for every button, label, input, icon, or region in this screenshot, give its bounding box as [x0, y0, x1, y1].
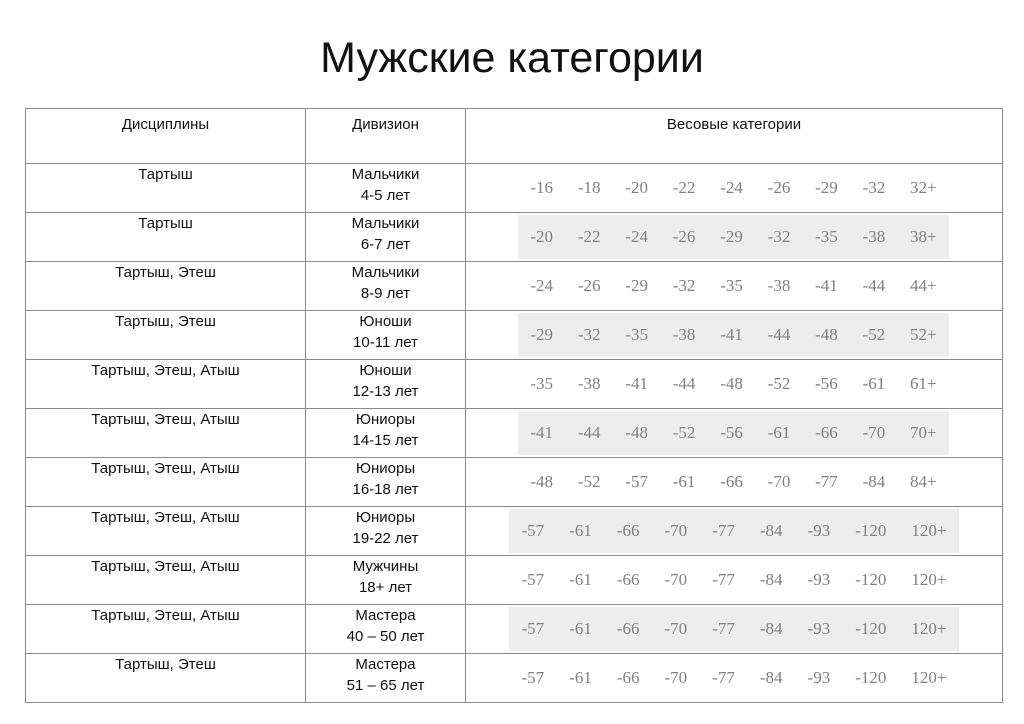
weight-value: -38	[577, 374, 601, 393]
division-age: 19-22 лет	[352, 530, 419, 547]
weight-value: -61	[767, 423, 791, 442]
disciplines-cell: Тартыш, Этеш	[26, 262, 306, 311]
weight-value: -20	[530, 227, 554, 246]
weight-value: -66	[616, 619, 640, 638]
weight-value: 52+	[910, 325, 937, 344]
weight-value: -32	[862, 178, 886, 197]
weights-cell	[466, 409, 1003, 458]
table-row	[26, 409, 1003, 458]
categories-table	[25, 108, 1003, 703]
weight-value: -41	[530, 423, 554, 442]
weight-value: -70	[862, 423, 886, 442]
weight-value: -61	[569, 619, 592, 638]
disciplines-cell: Тартыш, Этеш, Атыш	[26, 556, 306, 605]
weight-value: -66	[616, 668, 640, 687]
weight-value: -16	[530, 178, 554, 197]
table-row	[26, 654, 1003, 703]
weight-value: -38	[862, 227, 886, 246]
weight-value: 120+	[911, 521, 947, 540]
division-age: 4-5 лет	[360, 187, 411, 204]
disciplines-cell: Тартыш, Этеш	[26, 654, 306, 703]
disciplines-cell: Тартыш	[26, 164, 306, 213]
disciplines-cell: Тартыш	[26, 213, 306, 262]
weight-value: -61	[862, 374, 886, 393]
weight-values	[518, 313, 949, 357]
division-cell	[306, 164, 466, 213]
division-cell	[306, 507, 466, 556]
weights-cell	[466, 213, 1003, 262]
weight-value: -84	[759, 619, 783, 638]
weight-value: -38	[767, 276, 791, 295]
weight-value: 32+	[910, 178, 937, 197]
weight-value: -93	[807, 570, 831, 589]
weight-value: -57	[625, 472, 648, 491]
weight-value: -56	[815, 374, 838, 393]
weight-value: -35	[815, 227, 838, 246]
table-row	[26, 556, 1003, 605]
weight-value: -44	[767, 325, 791, 344]
weight-value: 120+	[911, 668, 947, 687]
weight-values	[518, 460, 949, 504]
weights-cell	[466, 556, 1003, 605]
weight-value: -20	[625, 178, 648, 197]
weight-value: -70	[664, 668, 688, 687]
division-cell	[306, 605, 466, 654]
division-name: Мальчики	[351, 166, 420, 183]
disciplines-cell: Тартыш, Этеш, Атыш	[26, 458, 306, 507]
weight-value: -84	[862, 472, 886, 491]
division-age: 51 – 65 лет	[346, 677, 425, 694]
division-name: Мужчины	[352, 558, 419, 575]
weight-value: -29	[530, 325, 554, 344]
weights-cell	[466, 164, 1003, 213]
table-row	[26, 213, 1003, 262]
disciplines-cell: Тартыш, Этеш	[26, 311, 306, 360]
header-division: Дивизион	[306, 109, 466, 164]
weight-value: -120	[855, 521, 887, 540]
weight-value: -66	[616, 570, 640, 589]
weights-cell	[466, 458, 1003, 507]
weight-value: -32	[672, 276, 696, 295]
table-row	[26, 507, 1003, 556]
weight-value: -66	[616, 521, 640, 540]
weight-value: -48	[530, 472, 554, 491]
weight-values	[509, 607, 959, 651]
weight-value: -48	[625, 423, 648, 442]
weight-value: -93	[807, 668, 831, 687]
division-age: 8-9 лет	[360, 285, 411, 302]
weight-value: 84+	[910, 472, 937, 491]
weight-value: -32	[767, 227, 791, 246]
division-name: Юниоры	[355, 411, 416, 428]
weight-values	[518, 166, 949, 210]
division-cell	[306, 409, 466, 458]
division-age: 6-7 лет	[360, 236, 411, 253]
weight-value: -41	[815, 276, 838, 295]
weight-value: 120+	[911, 619, 947, 638]
weight-value: -120	[855, 570, 887, 589]
weights-cell	[466, 262, 1003, 311]
division-age: 10-11 лет	[353, 334, 418, 351]
weight-value: -57	[521, 521, 545, 540]
weight-value: -120	[855, 668, 887, 687]
weight-value: -35	[530, 374, 554, 393]
weight-value: -48	[815, 325, 838, 344]
weight-value: -35	[625, 325, 648, 344]
weight-values	[509, 558, 959, 602]
division-age: 40 ‒ 50 лет	[346, 628, 425, 645]
weight-values	[518, 264, 949, 308]
weight-value: -52	[767, 374, 791, 393]
weight-value: -77	[712, 521, 735, 540]
weight-value: -66	[720, 472, 743, 491]
weight-value: -70	[664, 619, 688, 638]
weight-value: -24	[530, 276, 554, 295]
division-cell	[306, 458, 466, 507]
table-row	[26, 262, 1003, 311]
weight-value: -66	[815, 423, 838, 442]
weight-values	[509, 509, 959, 553]
weight-value: -93	[807, 521, 831, 540]
weight-value: 44+	[910, 276, 937, 295]
page-title: Мужские категории	[320, 34, 704, 82]
division-name: Юниоры	[355, 509, 416, 526]
weight-value: -70	[664, 570, 688, 589]
division-age: 18+ лет	[358, 579, 413, 596]
division-cell	[306, 654, 466, 703]
weights-cell	[466, 605, 1003, 654]
table-row	[26, 605, 1003, 654]
table-row	[26, 360, 1003, 409]
weight-value: -35	[720, 276, 743, 295]
weight-value: -61	[672, 472, 696, 491]
weight-value: -84	[759, 668, 783, 687]
table-row	[26, 311, 1003, 360]
division-name: Мастера	[355, 656, 416, 673]
division-age: 12-13 лет	[352, 383, 419, 400]
weight-value: -84	[759, 521, 783, 540]
weight-value: 70+	[910, 423, 937, 442]
weights-cell	[466, 507, 1003, 556]
weight-value: -52	[577, 472, 601, 491]
weight-value: -44	[862, 276, 886, 295]
division-cell	[306, 360, 466, 409]
weight-value: -38	[672, 325, 696, 344]
weight-value: -18	[577, 178, 601, 197]
weight-value: -24	[625, 227, 648, 246]
weights-cell	[466, 311, 1003, 360]
weight-value: -22	[577, 227, 601, 246]
weight-value: -77	[815, 472, 838, 491]
weight-value: -32	[577, 325, 601, 344]
weight-value: -61	[569, 668, 592, 687]
weight-value: -44	[672, 374, 696, 393]
weight-value: -52	[672, 423, 696, 442]
weight-value: 120+	[911, 570, 947, 589]
division-name: Юниоры	[355, 460, 416, 477]
weight-value: -77	[712, 619, 735, 638]
weight-values	[518, 215, 949, 259]
weight-value: -29	[625, 276, 648, 295]
weight-value: -26	[672, 227, 696, 246]
weight-value: -48	[720, 374, 743, 393]
weight-value: -61	[569, 570, 592, 589]
division-age: 16-18 лет	[352, 481, 419, 498]
header-weights: Весовые категории	[466, 109, 1003, 164]
weight-value: -52	[862, 325, 886, 344]
weight-value: -70	[767, 472, 791, 491]
division-cell	[306, 556, 466, 605]
weight-value: 61+	[910, 374, 937, 393]
table-row	[26, 458, 1003, 507]
division-name: Мальчики	[351, 215, 420, 232]
disciplines-cell: Тартыш, Этеш, Атыш	[26, 605, 306, 654]
weight-values	[518, 362, 949, 406]
weight-value: -44	[577, 423, 601, 442]
weight-value: -41	[625, 374, 648, 393]
weight-value: -22	[672, 178, 696, 197]
division-name: Юноши	[359, 313, 412, 330]
division-cell	[306, 213, 466, 262]
weight-value: -77	[712, 668, 735, 687]
weight-value: -77	[712, 570, 735, 589]
division-name: Мастера	[355, 607, 416, 624]
weight-value: -29	[720, 227, 743, 246]
weight-values	[509, 656, 959, 700]
weights-cell	[466, 360, 1003, 409]
division-name: Юноши	[359, 362, 412, 379]
weight-value: -41	[720, 325, 743, 344]
weight-value: -26	[577, 276, 601, 295]
weight-value: -57	[521, 668, 545, 687]
weight-values	[518, 411, 949, 455]
weights-cell	[466, 654, 1003, 703]
division-cell	[306, 311, 466, 360]
division-name: Мальчики	[351, 264, 420, 281]
weight-value: -56	[720, 423, 743, 442]
weight-value: 38+	[910, 227, 937, 246]
weight-value: -70	[664, 521, 688, 540]
header-disciplines: Дисциплины	[26, 109, 306, 164]
weight-value: -84	[759, 570, 783, 589]
weight-value: -29	[815, 178, 838, 197]
table-header-row	[26, 109, 1003, 164]
weight-value: -120	[855, 619, 887, 638]
disciplines-cell: Тартыш, Этеш, Атыш	[26, 507, 306, 556]
weight-value: -57	[521, 619, 545, 638]
weight-value: -61	[569, 521, 592, 540]
division-age: 14-15 лет	[352, 432, 419, 449]
disciplines-cell: Тартыш, Этеш, Атыш	[26, 409, 306, 458]
weight-value: -57	[521, 570, 545, 589]
table-body	[26, 164, 1003, 703]
table-row	[26, 164, 1003, 213]
weight-value: -93	[807, 619, 831, 638]
weight-value: -26	[767, 178, 791, 197]
division-cell	[306, 262, 466, 311]
weight-value: -24	[720, 178, 743, 197]
disciplines-cell: Тартыш, Этеш, Атыш	[26, 360, 306, 409]
